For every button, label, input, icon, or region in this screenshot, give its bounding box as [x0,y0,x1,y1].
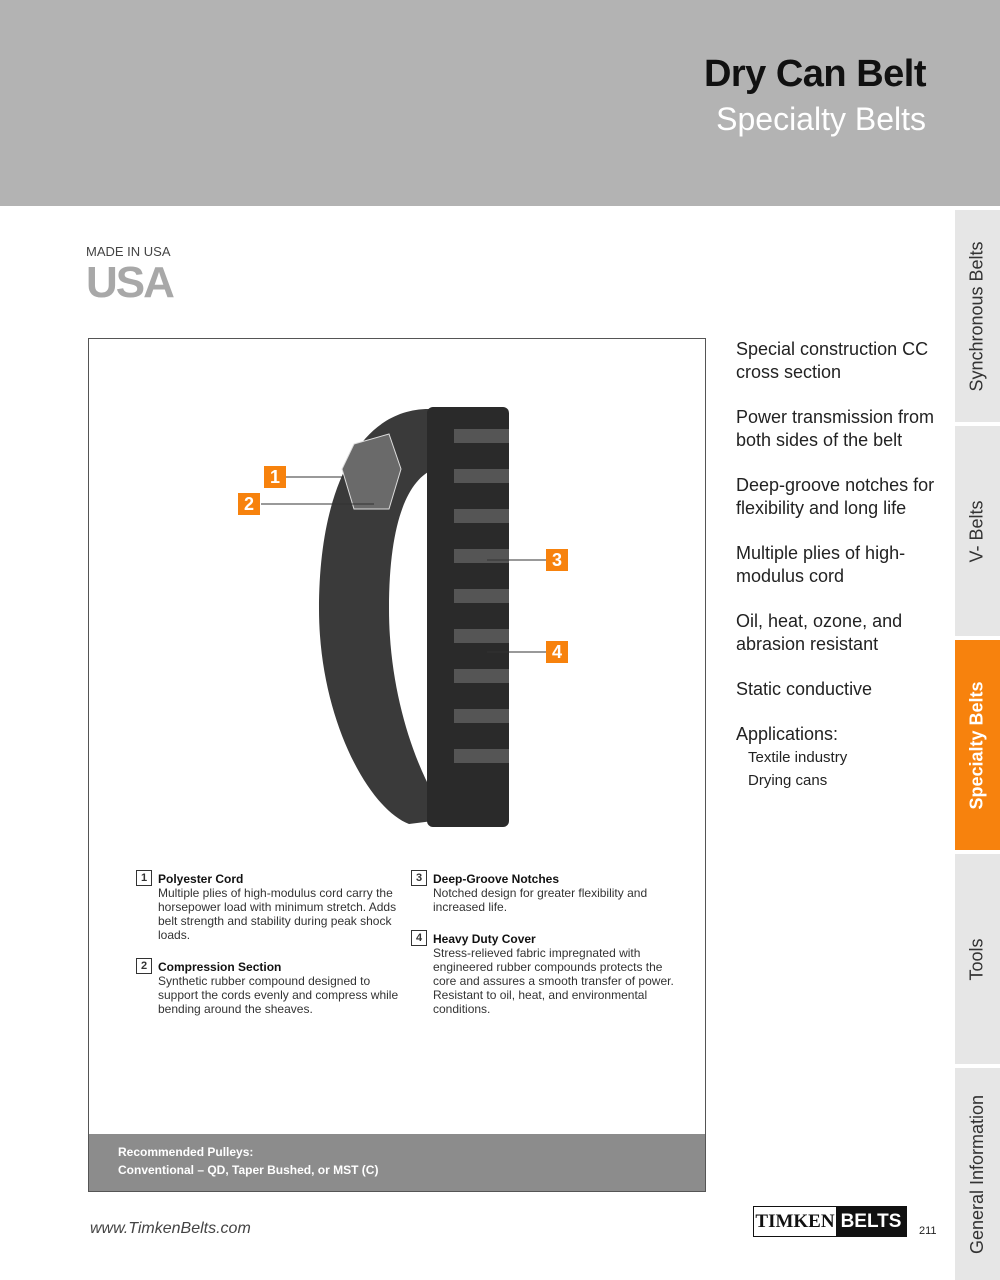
callout-4: 4 [546,641,568,663]
logo-right: BELTS [836,1207,906,1236]
feature: Power transmission from both sides of the belt [736,407,935,450]
legend-title: Polyester Cord [158,872,244,886]
callout-1: 1 [264,466,286,488]
applications-label: Applications: [736,724,839,744]
legend-column-right [415,872,683,1034]
tab-label: Specialty Belts [967,680,987,810]
legend-number: 2 [136,958,152,974]
page-number: 211 [919,1225,937,1237]
legend-text: Multiple plies of high-modulus cord carry the horsepower load with minimum stretch. Adds belt strength and stability during peak shock loads. [158,886,397,942]
tab-v-belts[interactable] [955,426,1000,636]
timken-belts-logo [753,1206,907,1237]
feature: Oil, heat, ozone, and abrasion resistant [736,611,903,654]
legend-item [140,960,408,1016]
legend-title: Compression Section [158,960,282,974]
tab-label: Synchronous Belts [967,240,987,392]
legend-number: 1 [136,870,152,886]
legend-title: Heavy Duty Cover [433,932,536,946]
legend-text: Synthetic rubber compound designed to support the cords evenly and compress while bending around the sheaves. [158,974,399,1016]
feature: Multiple plies of high-modulus cord [736,543,906,586]
website-link[interactable]: www.TimkenBelts.com [90,1220,251,1237]
legend-text: Notched design for greater flexibility and increased life. [433,886,648,914]
legend-item [140,872,408,942]
pulleys-label: Recommended Pulleys: [118,1145,254,1159]
pulleys-value: Conventional – QD, Taper Bushed, or MST (C) [118,1163,379,1177]
callout-2: 2 [238,493,260,515]
belt-figure-panel [88,338,706,1192]
legend-number: 3 [411,870,427,886]
application-item: Drying cans [748,772,828,789]
belt-illustration [89,339,705,859]
application-item: Textile industry [748,749,848,766]
made-in-usa-logo [86,244,173,306]
header-band [0,0,1000,206]
feature-list [736,338,941,792]
tab-tools[interactable] [955,854,1000,1064]
usa-text: USA [86,258,173,307]
tab-label: General Information [967,1094,987,1254]
legend-text: Stress-relieved fabric impregnated with engineered rubber compounds protects the core and assures a smooth transfer of power. Resistant to oil, heat, and environmental conditions. [433,946,674,1016]
tab-general-information[interactable] [955,1068,1000,1280]
tab-synchronous-belts[interactable] [955,210,1000,422]
legend-item [415,932,683,1016]
page-title: Dry Can Belt [703,53,926,95]
page-subtitle: Specialty Belts [716,101,926,137]
feature: Static conductive [736,679,873,699]
logo-left: TIMKEN [755,1211,835,1232]
recommended-pulleys [89,1134,705,1191]
tab-label: V- Belts [967,499,987,563]
legend-title: Deep-Groove Notches [433,872,560,886]
callout-3: 3 [546,549,568,571]
tab-label: Tools [967,937,987,981]
legend-number: 4 [411,930,427,946]
feature: Deep-groove notches for flexibility and long life [736,475,935,518]
made-in-usa-text: MADE IN USA [86,244,171,259]
legend-item [415,872,683,914]
feature: Special construction CC cross section [736,339,929,382]
legend-column-left [140,872,408,1034]
tab-specialty-belts[interactable] [955,640,1000,850]
